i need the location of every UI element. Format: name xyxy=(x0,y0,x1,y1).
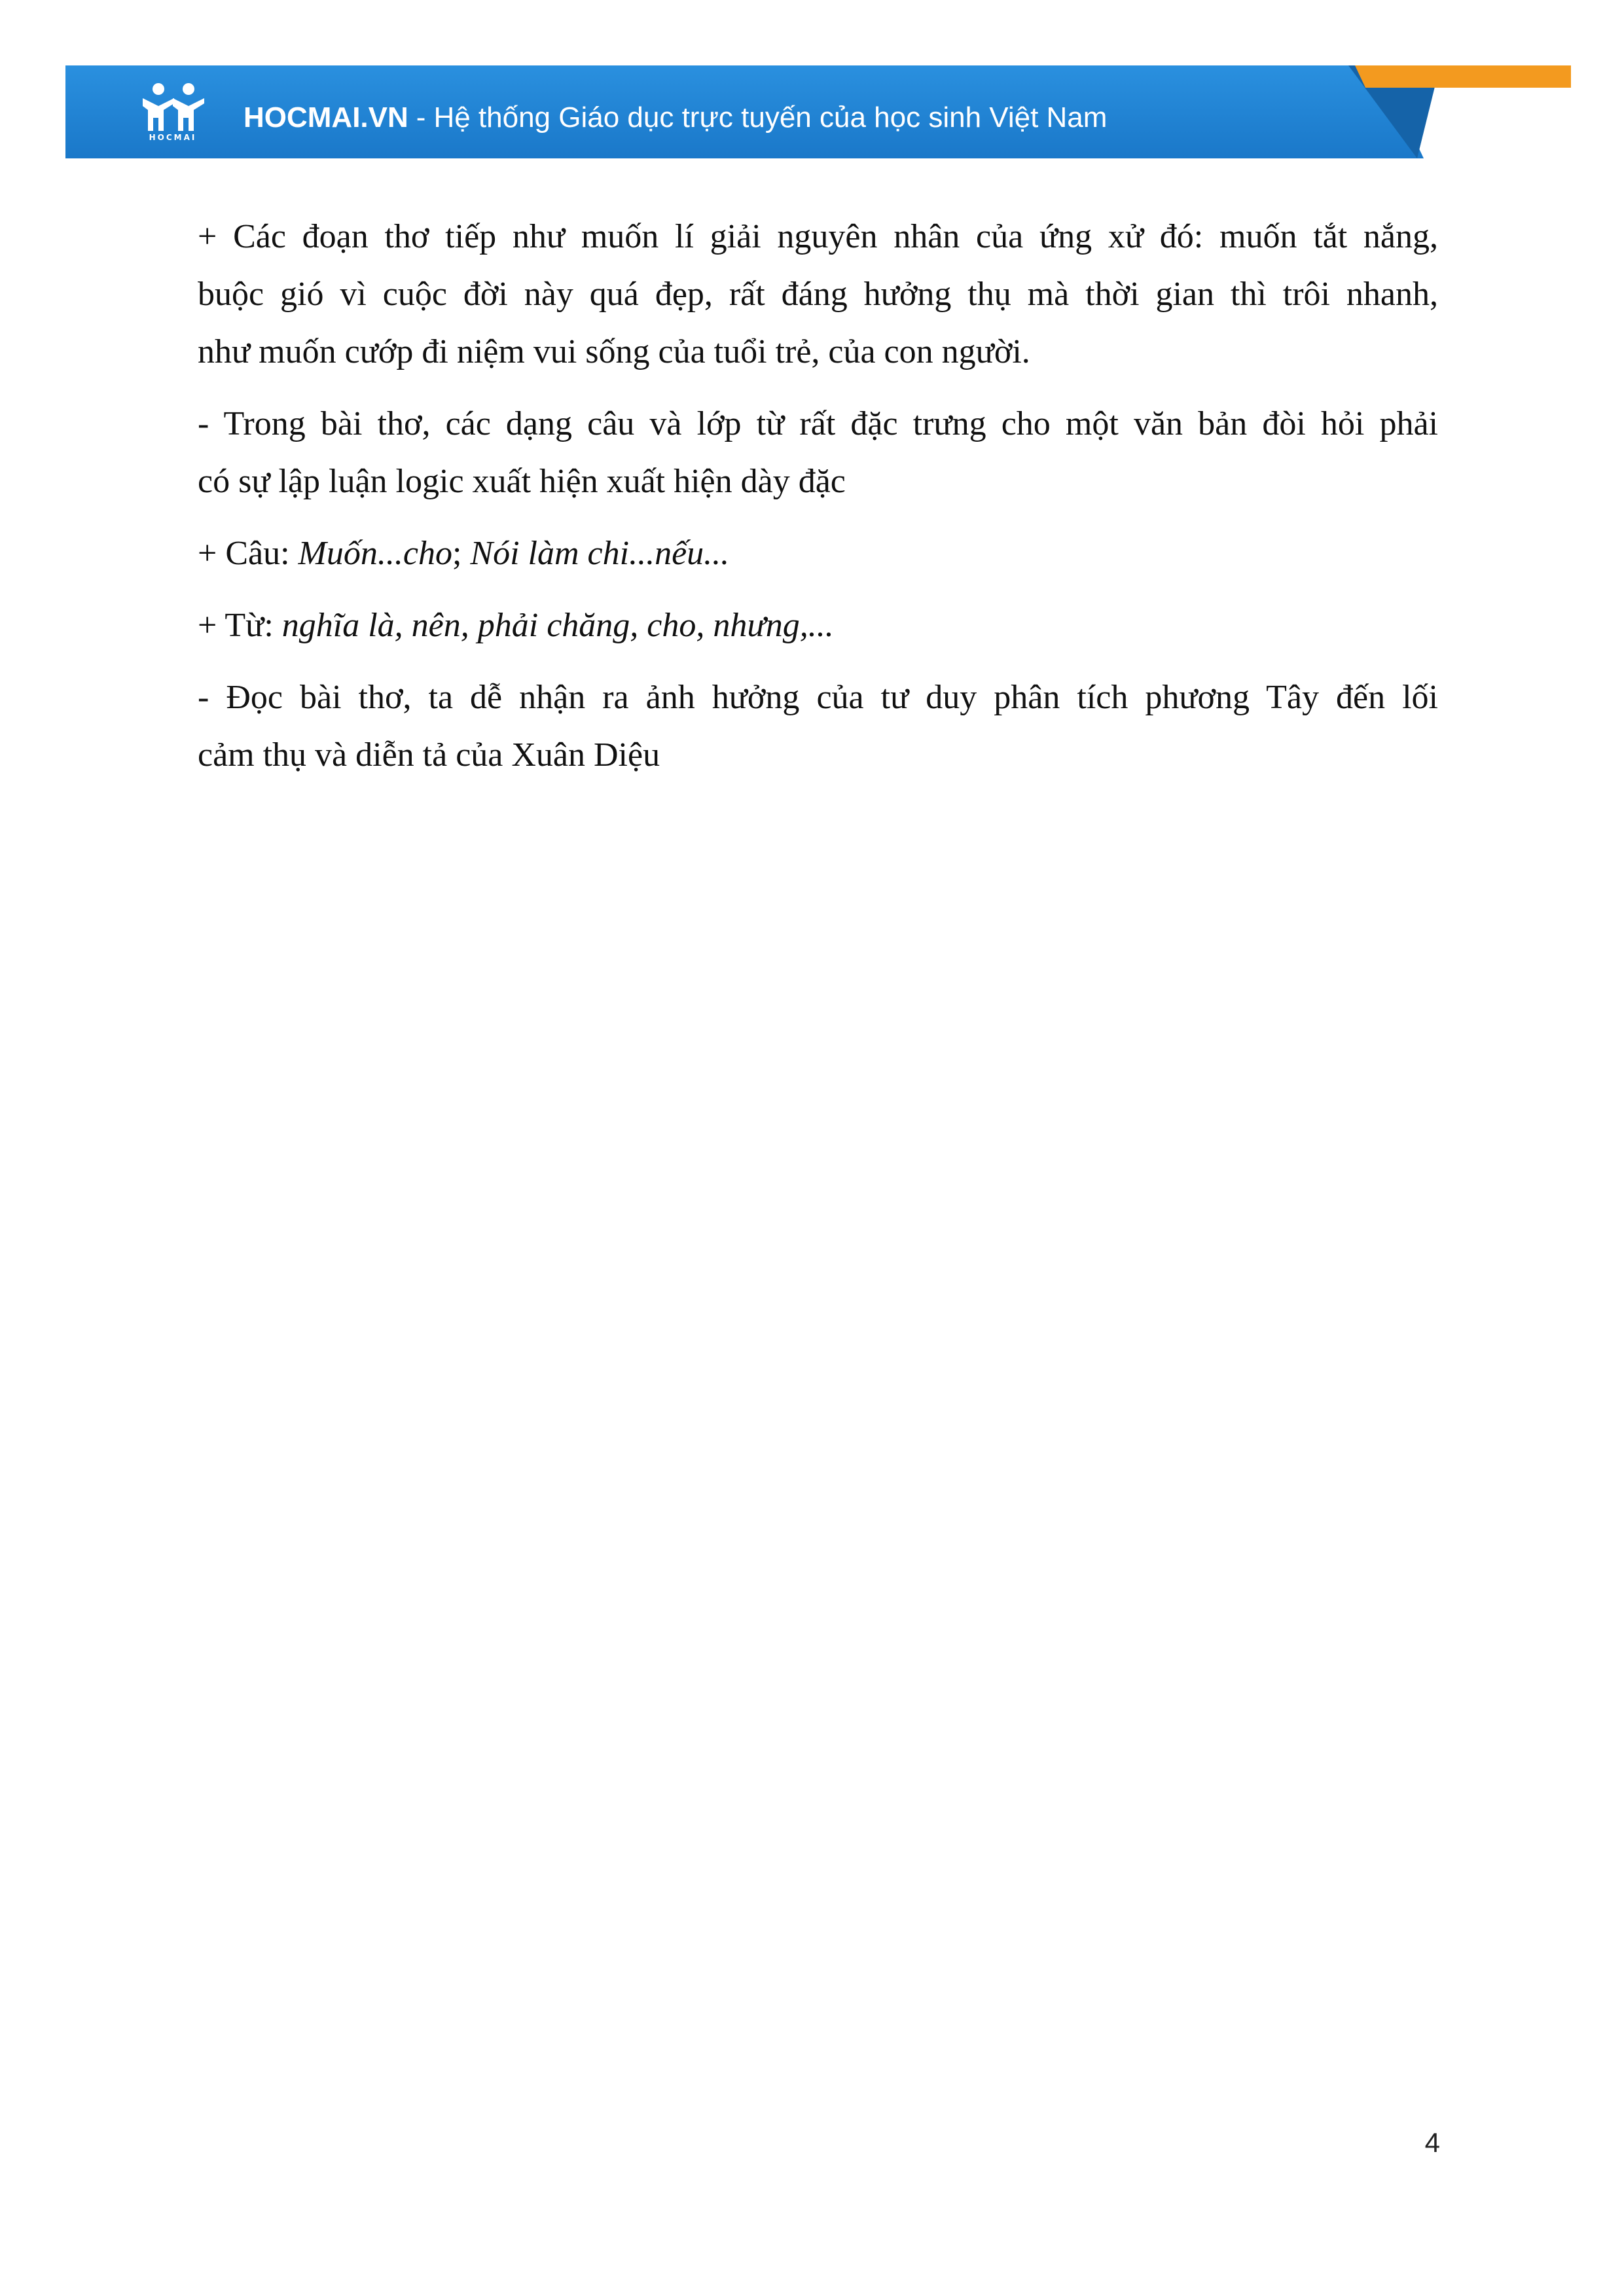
paragraph-line: cảm thụ và diễn tả của Xuân Diệu xyxy=(198,736,660,774)
paragraph-line: có sự lập luận logic xuất hiện xuất hiện dày đặc xyxy=(198,463,846,500)
paragraph-lead: + Từ: xyxy=(198,607,282,644)
paragraph-line: + Các đoạn thơ tiếp như muốn lí giải nguyên nhân của ứng xử đó: muốn tắt nắng, xyxy=(198,218,1438,255)
header-separator: - xyxy=(416,101,426,134)
paragraph-3 xyxy=(198,525,1438,583)
header-brand: HOCMAI.VN xyxy=(244,101,408,134)
document-body xyxy=(198,208,1438,798)
paragraph-2 xyxy=(198,395,1438,511)
italic-phrase: Muốn...cho xyxy=(298,535,452,572)
header-tagline: Hệ thống Giáo dục trực tuyến của học sinh Việt Nam xyxy=(433,101,1108,134)
paragraph-line: như muốn cướp đi niệm vui sống của tuổi trẻ, của con người. xyxy=(198,333,1030,370)
header-title xyxy=(244,97,1107,139)
paragraph-4 xyxy=(198,597,1438,655)
italic-phrase: Nói làm chi...nếu... xyxy=(470,535,730,572)
header-orange-accent xyxy=(1355,65,1571,88)
paragraph-5 xyxy=(198,669,1438,784)
phrase-separator: ; xyxy=(452,535,471,572)
logo-caption: HOCMAI xyxy=(149,133,197,142)
page-header xyxy=(0,0,1624,164)
paragraph-1 xyxy=(198,208,1438,381)
paragraph-lead: + Câu: xyxy=(198,535,298,572)
paragraph-line: buộc gió vì cuộc đời này quá đẹp, rất đáng hưởng thụ mà thời gian thì trôi nhanh, xyxy=(198,276,1438,313)
italic-phrase: nghĩa là, nên, phải chăng, cho, nhưng,... xyxy=(281,607,834,644)
header-banner xyxy=(0,0,1624,164)
paragraph-line: - Đọc bài thơ, ta dễ nhận ra ảnh hưởng của tư duy phân tích phương Tây đến lối xyxy=(198,679,1438,716)
paragraph-line: - Trong bài thơ, các dạng câu và lớp từ rất đặc trưng cho một văn bản đòi hỏi phải xyxy=(198,405,1438,442)
page-number: 4 xyxy=(1424,2127,1440,2158)
